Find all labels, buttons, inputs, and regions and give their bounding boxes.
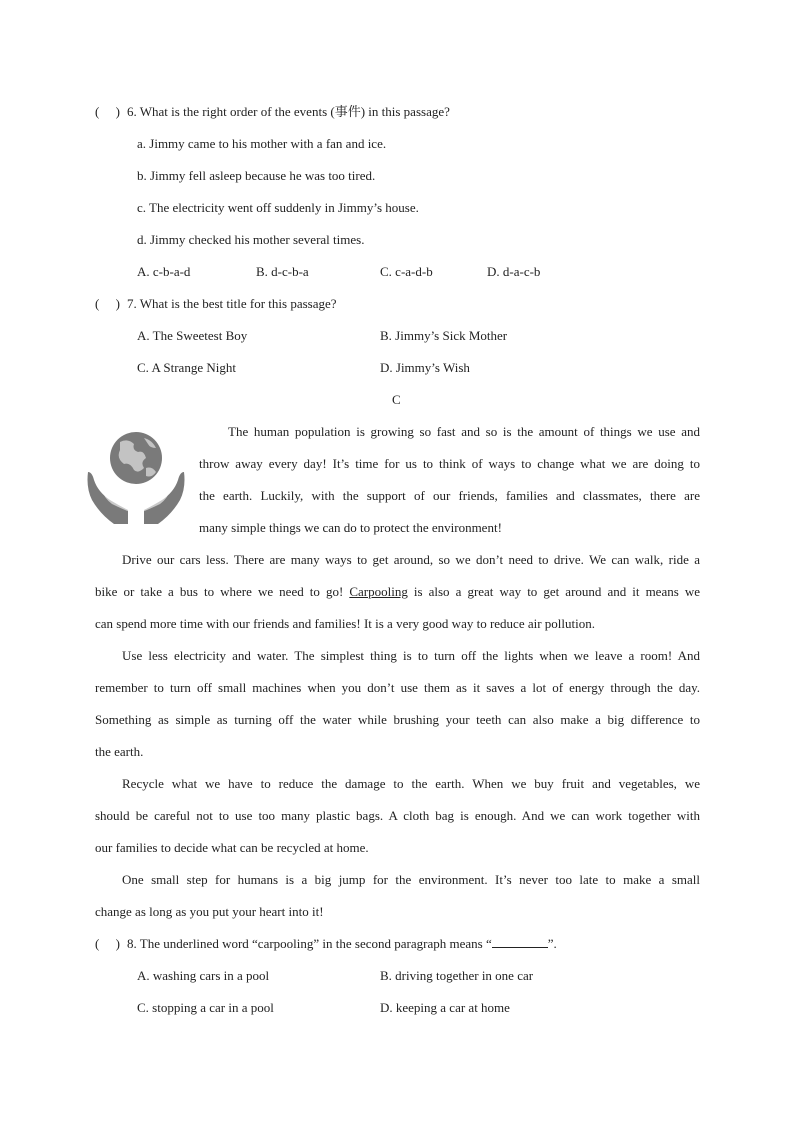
globe-in-hands-icon (86, 428, 186, 528)
q7-paren: ( ) (95, 296, 120, 311)
q8-option-a[interactable]: A. washing cars in a pool (137, 968, 270, 983)
q8-option-c[interactable]: C. stopping a car in a pool (137, 1000, 274, 1015)
q8-stem: 8. The underlined word “carpooling” in the second paragraph means “ ”. (127, 936, 557, 951)
q6-option-a[interactable]: A. c-b-a-d (137, 264, 191, 279)
passage-p2-line3: can spend more time with our friends and families! It is a very good way to reduce air pollution. (95, 616, 595, 631)
passage-p3-line1: Use less electricity and water. The simplest thing is to turn off the lights when we leave a room! And (122, 648, 700, 663)
passage-p4-line2: should be careful not to use too many plastic bags. A cloth bag is enough. And we can work together with (95, 808, 700, 823)
q6-event-b: b. Jimmy fell asleep because he was too tired. (137, 168, 376, 183)
q7-option-b[interactable]: B. Jimmy’s Sick Mother (380, 328, 508, 343)
passage-p5-line2: change as long as you put your heart into it! (95, 904, 324, 919)
passage-p2-line2: bike or take a bus to where we need to go! Carpooling is also a great way to get around and it means we (95, 584, 700, 599)
q7-option-c[interactable]: C. A Strange Night (137, 360, 236, 375)
passage-p3-line4: the earth. (95, 744, 144, 759)
section-label: C (392, 392, 401, 407)
answer-blank[interactable] (492, 936, 548, 948)
carpooling-underlined: Carpooling (349, 584, 408, 599)
passage-p1-line1: The human population is growing so fast and so is the amount of things we use and (228, 424, 700, 439)
passage-p5-line1: One small step for humans is a big jump for the environment. It’s never too late to make a small (122, 872, 700, 887)
q6-paren: ( ) (95, 104, 120, 119)
passage-p4-line3: our families to decide what can be recycled at home. (95, 840, 369, 855)
q8-option-b[interactable]: B. driving together in one car (380, 968, 534, 983)
q7-stem: 7. What is the best title for this passage? (127, 296, 337, 311)
q8-paren: ( ) (95, 936, 120, 951)
passage-p3-line2: remember to turn off small machines when you don’t use them as it saves a lot of energy through the day. (95, 680, 700, 695)
q6-event-a: a. Jimmy came to his mother with a fan and ice. (137, 136, 387, 151)
passage-p3-line3: Something as simple as turning off the water while brushing your teeth can also make a big difference to (95, 712, 700, 727)
q6-option-c[interactable]: C. c-a-d-b (380, 264, 433, 279)
q6-event-c: c. The electricity went off suddenly in Jimmy’s house. (137, 200, 419, 215)
q6-event-d: d. Jimmy checked his mother several times. (137, 232, 365, 247)
passage-p1-line2: throw away every day! It’s time for us to think of ways to change what we are doing to (199, 456, 700, 471)
q6-stem: 6. What is the right order of the events (事件) in this passage? (127, 104, 450, 119)
passage-p4-line1: Recycle what we have to reduce the damage to the earth. When we buy fruit and vegetables, we (122, 776, 700, 791)
q6-option-d[interactable]: D. d-a-c-b (487, 264, 541, 279)
q7-option-d[interactable]: D. Jimmy’s Wish (380, 360, 470, 375)
passage-p1-line3: the earth. Luckily, with the support of our friends, families and classmates, there are (199, 488, 700, 503)
q7-option-a[interactable]: A. The Sweetest Boy (137, 328, 248, 343)
passage-p2-line1: Drive our cars less. There are many ways to get around, so we don’t need to drive. We can walk, ride a (122, 552, 700, 567)
q8-option-d[interactable]: D. keeping a car at home (380, 1000, 510, 1015)
passage-p1-line4: many simple things we can do to protect the environment! (199, 520, 502, 535)
q6-option-b[interactable]: B. d-c-b-a (256, 264, 309, 279)
